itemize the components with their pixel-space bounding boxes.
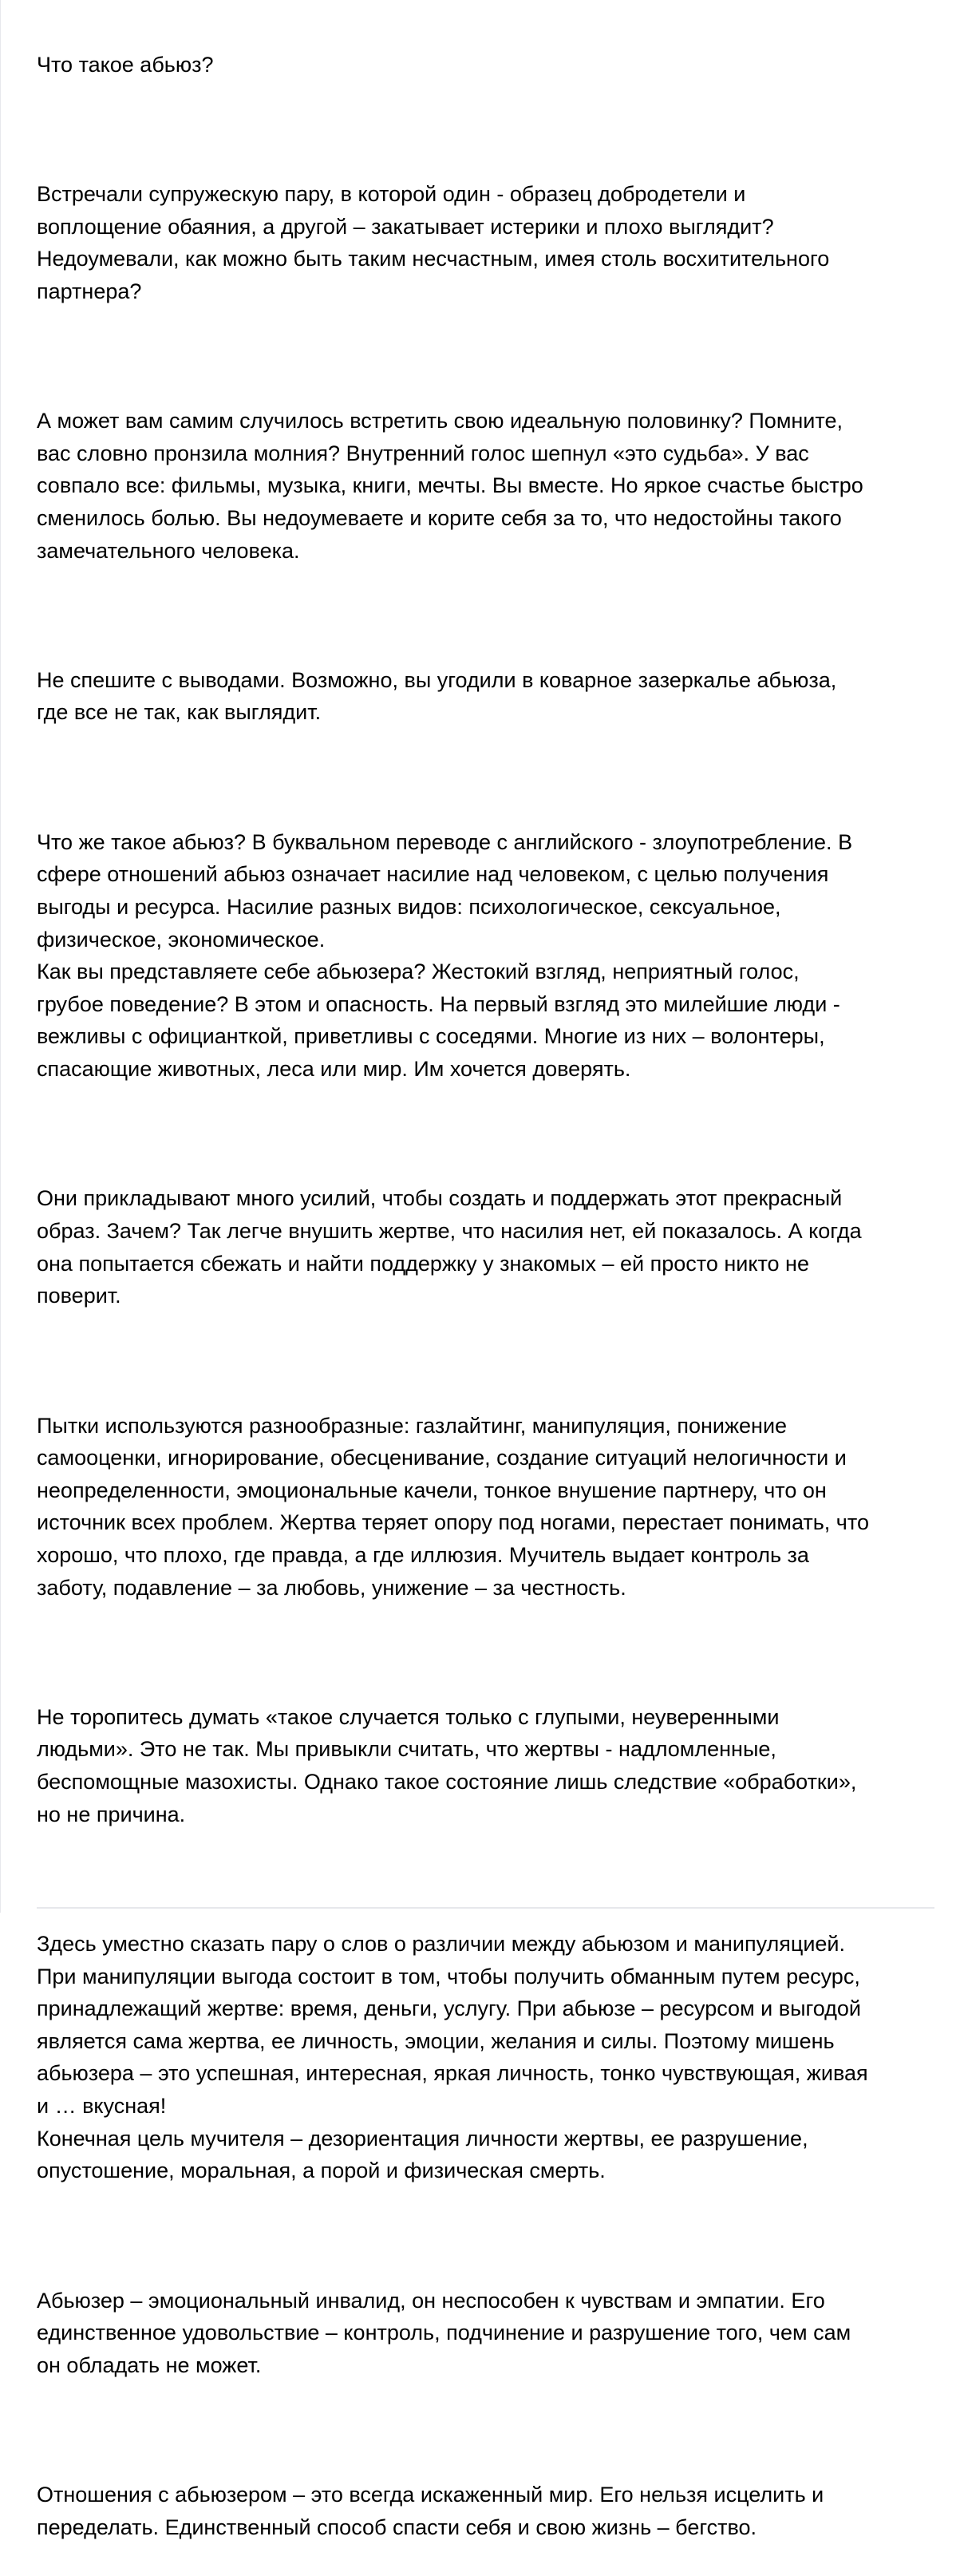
paragraph-blank bbox=[37, 1636, 934, 1669]
paragraph-blank bbox=[37, 1344, 934, 1377]
paragraph: Они прикладывают много усилий, чтобы создать и поддержать этот прекрасный образ. Зачем? Так легче внушить жертве, что насилия нет, ей показалось. А когда она попытается сбежать и найти поддержку у знакомых – ей просто никто не поверит. bbox=[37, 1186, 862, 1308]
paragraph: Не торопитесь думать «такое случается только с глупыми, неуверенными людьми». Это не так. Мы привыкли считать, что жертвы - надломленные, беспомощные мазохисты. Однако такое состояние лишь следствие «обработки», но не причина. bbox=[37, 1704, 857, 1826]
paragraph-blank bbox=[37, 599, 934, 632]
paragraph: Отношения с абьюзером – это всегда искаженный мир. Его нельзя исцелить и переделать. Единственный способ спасти себя и свою жизнь – бегство. bbox=[37, 2483, 824, 2539]
post-title: Что такое абьюз? bbox=[37, 52, 214, 77]
paragraph-blank bbox=[37, 2219, 934, 2252]
paragraph-blank bbox=[37, 1863, 934, 1896]
paragraph: Абьюзер – эмоциональный инвалид, он неспособен к чувствам и эмпатии. Его единственное удовольствие – контроль, подчинение и разрушение того, чем сам он обладать не может. bbox=[37, 2288, 851, 2377]
paragraph-blank bbox=[37, 762, 934, 794]
paragraph-blank bbox=[37, 340, 934, 373]
paragraph-blank bbox=[37, 1118, 934, 1150]
paragraph-blank bbox=[37, 2414, 934, 2447]
paragraph: Пытки используются разнообразные: газлайтинг, манипуляция, понижение самооценки, игнорирование, обесценивание, создание ситуаций нелогичности и неопределенности, эмоциональные качели, тонкое внушение партнеру, что он источник всех проблем. Жертва теряет опору под ногами, перестает понимать, что хорошо, что плохо, где правда, а где иллюзия. Мучитель выдает контроль за заботу, подавление – за любовь, унижение – за честность. bbox=[37, 1413, 869, 1600]
paragraph: А может вам самим случилось встретить свою идеальную половинку? Помните, вас словно пронзила молния? Внутренний голос шепнул «это судьба». У вас совпало все: фильмы, музыка, книги, мечты. Вы вместе. Но яркое счастье быстро сменилось болью. Вы недоумеваете и корите себя за то, что недостойны такого замечательного человека. bbox=[37, 409, 863, 563]
paragraph: Что же такое абьюз? В буквальном переводе с английского - злоупотребление. В сфере отношений абьюз означает насилие над человеком, с целью получения выгоды и ресурса. Насилие разных видов: психологическое, сексуальное, физическое, экономическое. Как вы представляете себе абьюзера? Жестокий взгляд, неприятный голос, грубое поведение? В этом и опасность. На первый взгляд это милейшие люди - вежливы с официанткой, приветливы с соседями. Многие из них – волонтеры, спасающие животных, леса или мир. Им хочется доверять. bbox=[37, 829, 853, 1081]
post-text bbox=[37, 16, 934, 2576]
paragraph: Здесь уместно сказать пару о слов о различии между абьюзом и манипуляцией. При манипуляции выгода состоит в том, чтобы получить обманным путем ресурс, принадлежащий жертве: время, деньги, услугу. При абьюзе – ресурсом и выгодой является сама жертва, ее личность, эмоции, желания и силы. Поэтому мишень абьюзера – это успешная, интересная, яркая личность, тонко чувствующая, живая и … вкусная! Конечная цель мучителя – дезориентация личности жертвы, ее разрушение, опустошение, моральная, а порой и физическая смерть. bbox=[37, 1932, 868, 2183]
paragraph: Не спешите с выводами. Возможно, вы угодили в коварное зазеркалье абьюза, где все не так, как выглядит. bbox=[37, 667, 837, 725]
bottom-divider bbox=[37, 1907, 934, 1909]
paragraph: Встречали супружескую пару, в которой один - образец добродетели и воплощение обаяния, а другой – закатывает истерики и плохо выглядит? Недоумевали, как можно быть таким несчастным, имея столь восхитительного партнера? bbox=[37, 181, 830, 303]
paragraph-blank bbox=[37, 113, 934, 146]
